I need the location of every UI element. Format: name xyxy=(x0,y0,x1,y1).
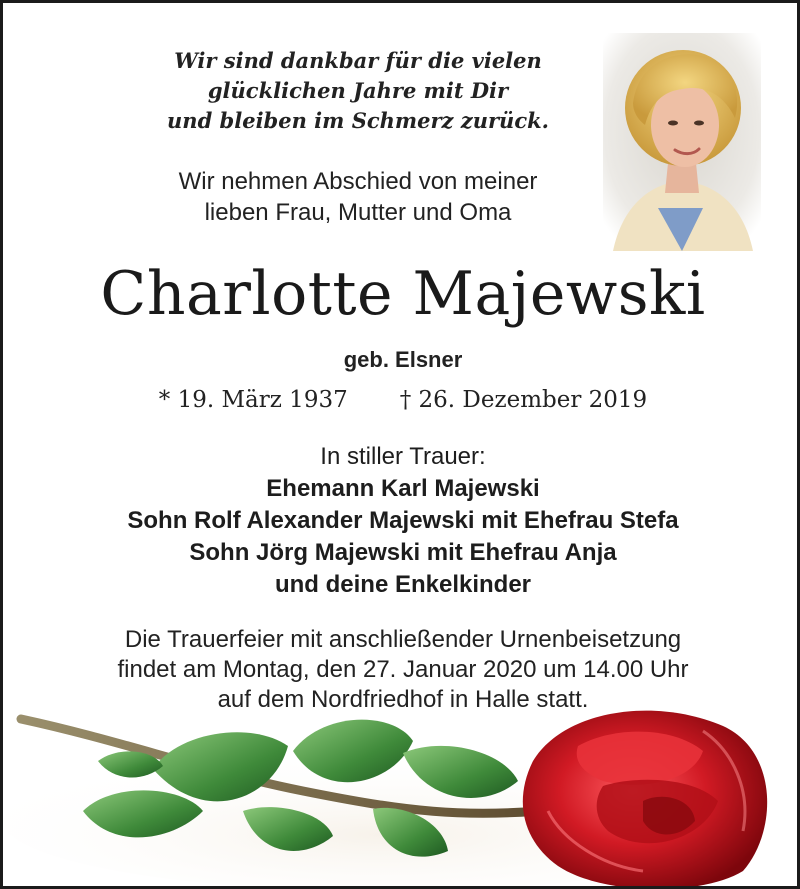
funeral-info xyxy=(3,625,800,715)
mourner-name: Ehemann Karl Majewski xyxy=(266,475,540,502)
mourner-name: Sohn Jörg Majewski mit Ehefrau Anja xyxy=(189,539,617,566)
birth-name: geb. Elsner xyxy=(343,347,463,372)
mourners-block xyxy=(3,441,800,601)
farewell-intro xyxy=(113,166,603,228)
funeral-line: Die Trauerfeier mit anschließender Urnenbeisetzung xyxy=(124,626,682,653)
rose-bloom xyxy=(523,711,767,889)
life-dates xyxy=(3,383,800,417)
funeral-line: auf dem Nordfriedhof in Halle statt. xyxy=(217,686,589,713)
mourner-name: und deine Enkelkinder xyxy=(274,571,532,598)
verse-line: glücklichen Jahre mit Dir xyxy=(207,78,509,103)
memorial-verse xyxy=(133,46,583,136)
birth-date: * 19. März 1937 xyxy=(158,387,348,413)
mourners-heading: In stiller Trauer: xyxy=(320,443,486,470)
deceased-name: Charlotte Majewski xyxy=(100,259,706,329)
portrait-photo xyxy=(603,33,761,251)
intro-line: Wir nehmen Abschied von meiner xyxy=(178,168,538,195)
rose-illustration xyxy=(3,691,800,889)
mourner-name: Sohn Rolf Alexander Majewski mit Ehefrau Stefa xyxy=(127,507,679,534)
intro-line: lieben Frau, Mutter und Oma xyxy=(204,199,512,226)
verse-line: und bleiben im Schmerz zurück. xyxy=(167,108,549,133)
death-date: † 26. Dezember 2019 xyxy=(399,387,648,413)
funeral-line: findet am Montag, den 27. Januar 2020 um 14.00 Uhr xyxy=(117,656,689,683)
verse-line: Wir sind dankbar für die vielen xyxy=(174,48,542,73)
